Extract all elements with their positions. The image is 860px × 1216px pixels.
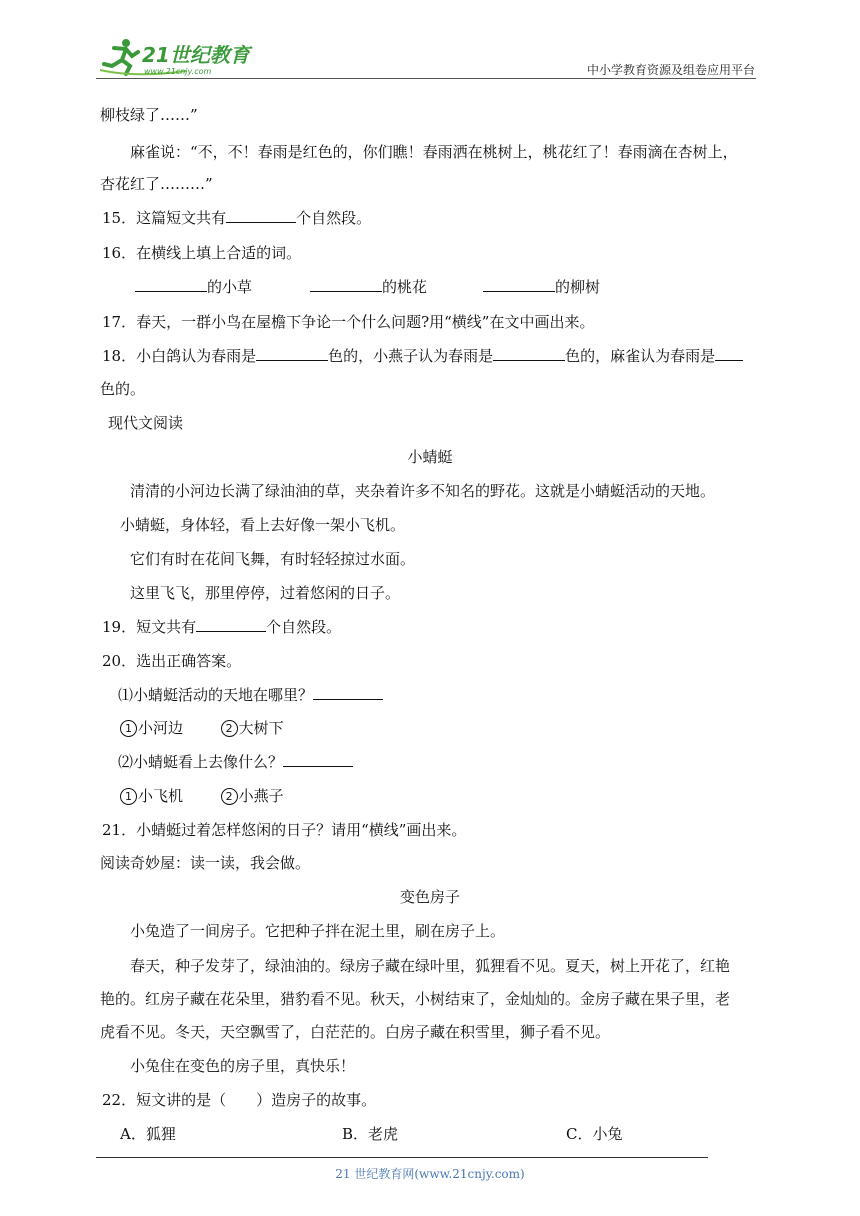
q18-text-2: 色的，小燕子认为春雨是 [328,347,494,365]
question-16-stem: 16．在横线上填上合适的词。 [102,244,302,262]
question-15 [102,207,371,228]
q15-stem: 15．这篇短文共有 [102,209,227,227]
option-text: 小燕子 [238,787,284,805]
footer-source: 21 世纪教育网(www.21cnjy.com) [335,1167,525,1181]
q18-blank-1[interactable] [256,346,328,361]
q18-blank-2[interactable] [493,346,565,361]
passage3-para-3: 小兔住在变色的房子里，真快乐！ [130,1057,356,1075]
q20-sub1-blank[interactable] [313,685,383,700]
q19-suffix: 个自然段。 [266,618,342,636]
q22-option-b[interactable]: B．老虎 [342,1125,399,1143]
q20-sub2-options [120,785,284,806]
circled-number: 2 [221,720,238,737]
q20-sub2-text: ⑵小蜻蜓看上去像什么？ [118,753,284,771]
option-text: 小河边 [138,719,184,737]
circled-number: 1 [120,788,137,805]
option-text: 大树下 [238,719,284,737]
passage3-title: 变色房子 [399,888,460,906]
logo-url: www.21cnjy.com [144,67,212,76]
q16-item-3 [483,276,600,297]
section-title-reading-room: 阅读奇妙屋：读一读，我会做。 [100,854,311,872]
q20-sub1-options [120,717,284,738]
q22-option-a[interactable]: A．狐狸 [120,1125,176,1143]
passage2-para-2: 小蜻蜓，身体轻，看上去好像一架小飞机。 [120,516,406,534]
site-logo [96,38,266,78]
q19-answer-blank[interactable] [196,617,266,632]
q20-sub1-option-1[interactable] [120,719,183,737]
question-20-stem: 20．选出正确答案。 [102,652,242,670]
q18-line2: 色的。 [100,380,146,398]
q16-item-1 [135,276,252,297]
option-text: 小飞机 [138,787,184,805]
question-22-stem: 22．短文讲的是（ ）造房子的故事。 [102,1091,377,1109]
q16-item-text: 的桃花 [382,278,428,296]
section-title-modern-reading: 现代文阅读 [108,414,184,432]
passage3-para-2-line1: 春天，种子发芽了，绿油油的。绿房子藏在绿叶里，狐狸看不见。夏天，树上开花了，红艳 [130,957,731,975]
question-21: 21．小蜻蜓过着怎样悠闲的日子？请用“横线”画出来。 [102,821,467,839]
passage1-line1: 柳枝绿了……” [100,106,198,124]
q20-sub1-option-2[interactable] [221,719,284,737]
q16-blank-3[interactable] [483,277,555,292]
passage1-line3: 杏花红了………” [100,175,213,193]
circled-number: 2 [221,788,238,805]
q16-item-text: 的柳树 [555,278,601,296]
q18-text-1: 18．小白鸽认为春雨是 [102,347,257,365]
q16-item-2 [310,276,427,297]
logo-text: 21世纪教育 [142,43,250,67]
question-19 [102,616,341,637]
passage3-para-2-line3: 虎看不见。冬天，天空飘雪了，白茫茫的。白房子藏在积雪里，狮子看不见。 [100,1023,611,1041]
circled-number: 1 [120,720,137,737]
question-18 [102,345,743,366]
q18-text-3: 色的，麻雀认为春雨是 [565,347,716,365]
question-17: 17．春天，一群小鸟在屋檐下争论一个什么问题?用“横线”在文中画出来。 [102,313,595,331]
q15-suffix: 个自然段。 [296,209,372,227]
header-divider [96,78,756,79]
q22-option-c[interactable]: C．小兔 [566,1125,623,1143]
q20-sub1-text: ⑴小蜻蜓活动的天地在哪里？ [118,686,314,704]
q19-stem: 19．短文共有 [102,618,197,636]
passage3-para-2-line2: 艳的。红房子藏在花朵里，猎豹看不见。秋天，小树结束了，金灿灿的。金房子藏在果子里，老 [100,990,731,1008]
q16-blank-2[interactable] [310,277,382,292]
passage2-para-3: 它们有时在花间飞舞，有时轻轻掠过水面。 [130,550,416,568]
passage1-line2: 麻雀说：“不，不！春雨是红色的，你们瞧！春雨洒在桃树上，桃花红了！春雨滴在杏树上， [130,143,738,161]
q16-item-text: 的小草 [207,278,253,296]
q20-sub2-option-1[interactable] [120,787,183,805]
footer-divider [96,1157,708,1158]
passage3-para-1: 小兔造了一间房子。它把种子拌在泥土里，刷在房子上。 [130,922,506,940]
q15-answer-blank[interactable] [226,208,296,223]
q20-sub1 [118,684,383,705]
q16-blank-1[interactable] [135,277,207,292]
passage2-para-4: 这里飞飞，那里停停，过着悠闲的日子。 [130,584,401,602]
platform-name: 中小学教育资源及组卷应用平台 [586,63,755,77]
passage2-title: 小蜻蜓 [407,448,453,466]
q18-blank-3[interactable] [715,346,743,361]
passage2-para-1: 清清的小河边长满了绿油油的草，夹杂着许多不知名的野花。这就是小蜻蜓活动的天地。 [130,482,716,500]
q20-sub2 [118,751,353,772]
q20-sub2-option-2[interactable] [221,787,284,805]
q20-sub2-blank[interactable] [283,752,353,767]
